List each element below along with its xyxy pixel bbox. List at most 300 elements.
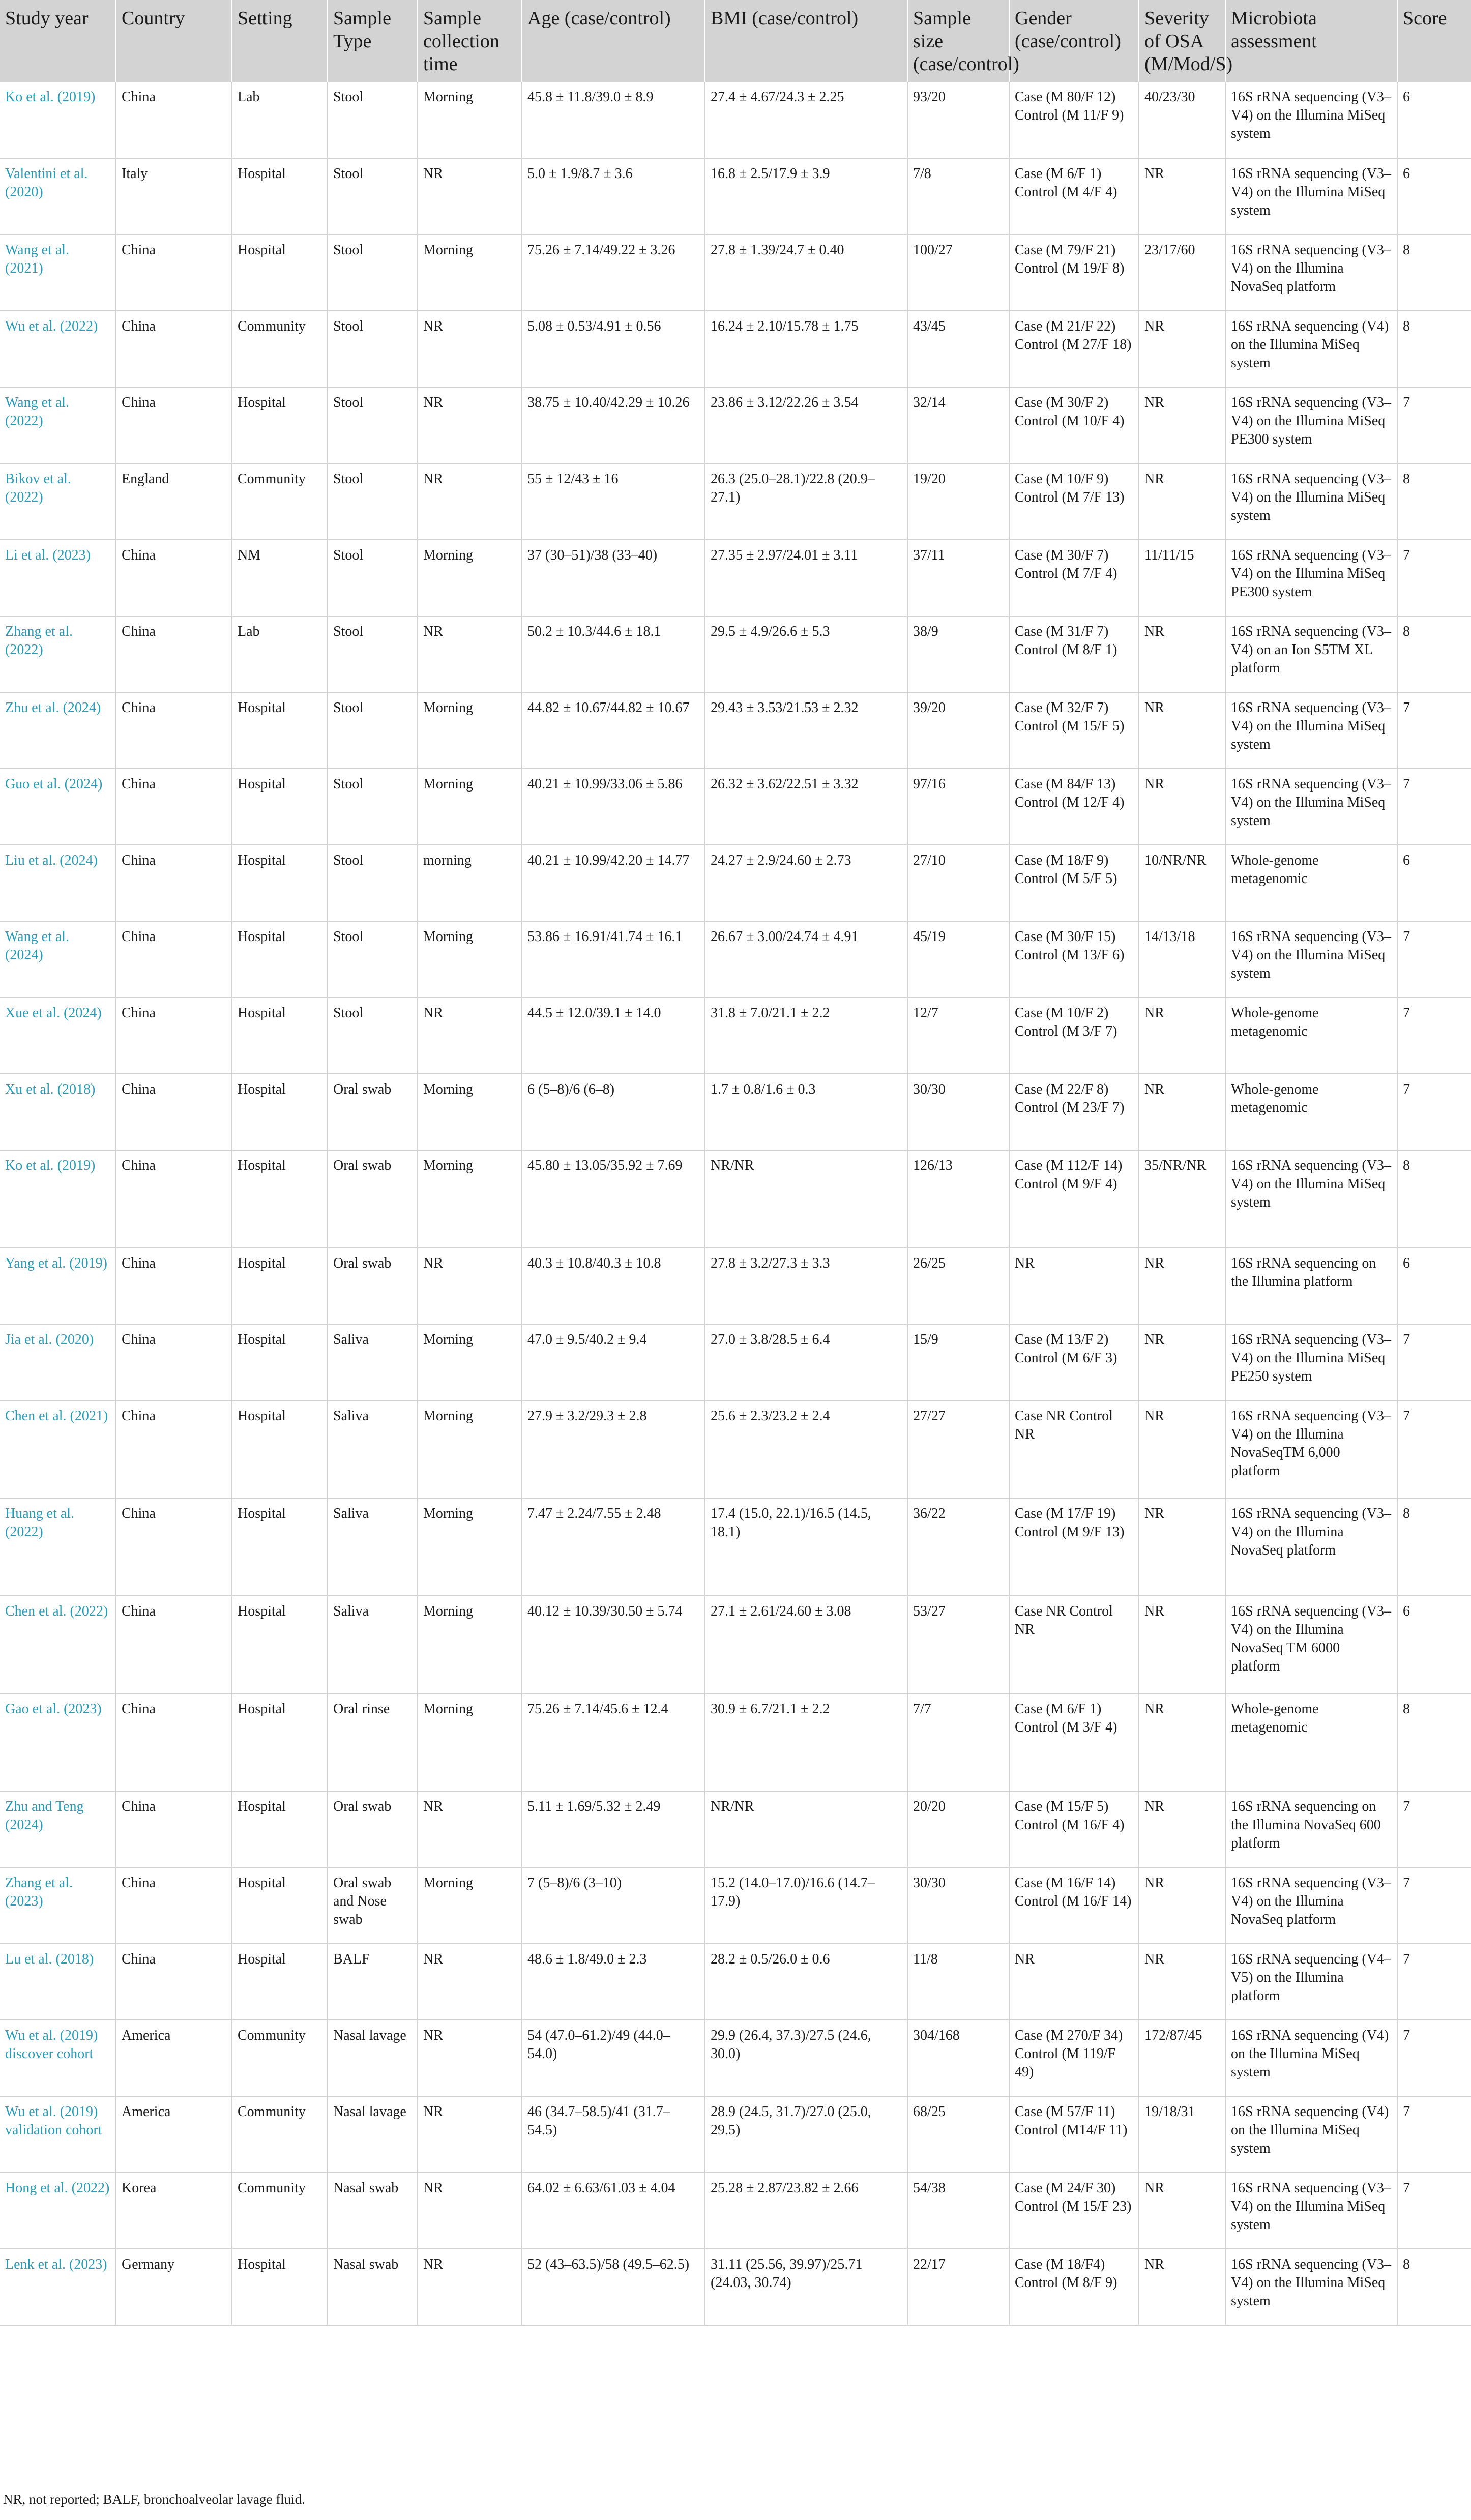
cell-bmi: 24.27 ± 2.9/24.60 ± 2.73 bbox=[705, 845, 907, 921]
cell-bmi: 23.86 ± 3.12/22.26 ± 3.54 bbox=[705, 387, 907, 463]
cell-sample-size: 68/25 bbox=[907, 2096, 1009, 2173]
cell-sample-type: Stool bbox=[328, 82, 418, 158]
cell-age: 7.47 ± 2.24/7.55 ± 2.48 bbox=[522, 1498, 705, 1596]
cell-country: China bbox=[116, 540, 232, 616]
cell-sample-collection-time: NR bbox=[418, 158, 522, 235]
cell-gender: Case (M 15/F 5) Control (M 16/F 4) bbox=[1009, 1791, 1139, 1867]
table-row bbox=[0, 769, 1471, 845]
table-row bbox=[0, 1248, 1471, 1324]
cell-sample-size: 93/20 bbox=[907, 82, 1009, 158]
cell-study-year[interactable]: Chen et al. (2022) bbox=[0, 1596, 116, 1693]
cell-sample-collection-time: NR bbox=[418, 1944, 522, 2020]
cell-severity: NR bbox=[1139, 769, 1225, 845]
cell-microbiota-assessment: 16S rRNA sequencing (V4) on the Illumina MiSeq system bbox=[1225, 2096, 1397, 2173]
cell-severity: 35/NR/NR bbox=[1139, 1150, 1225, 1248]
table-row bbox=[0, 998, 1471, 1074]
cell-microbiota-assessment: 16S rRNA sequencing on the Illumina NovaSeq 600 platform bbox=[1225, 1791, 1397, 1867]
cell-sample-size: 32/14 bbox=[907, 387, 1009, 463]
cell-sample-collection-time: Morning bbox=[418, 1074, 522, 1150]
cell-study-year[interactable]: Bikov et al. (2022) bbox=[0, 463, 116, 540]
cell-study-year[interactable]: Wang et al. (2021) bbox=[0, 235, 116, 311]
cell-age: 40.3 ± 10.8/40.3 ± 10.8 bbox=[522, 1248, 705, 1324]
cell-age: 37 (30–51)/38 (33–40) bbox=[522, 540, 705, 616]
cell-study-year[interactable]: Wu et al. (2019) validation cohort bbox=[0, 2096, 116, 2173]
cell-country: China bbox=[116, 1693, 232, 1791]
cell-setting: Hospital bbox=[232, 387, 328, 463]
cell-sample-collection-time: Morning bbox=[418, 1324, 522, 1400]
cell-score: 7 bbox=[1397, 1867, 1471, 1944]
cell-severity: NR bbox=[1139, 1248, 1225, 1324]
cell-setting: Hospital bbox=[232, 769, 328, 845]
cell-sample-size: 30/30 bbox=[907, 1867, 1009, 1944]
cell-sample-collection-time: NR bbox=[418, 463, 522, 540]
header-gender: Gender (case/control) bbox=[1009, 0, 1139, 82]
cell-country: China bbox=[116, 921, 232, 998]
cell-country: China bbox=[116, 1150, 232, 1248]
cell-country: Korea bbox=[116, 2173, 232, 2249]
cell-sample-size: 53/27 bbox=[907, 1596, 1009, 1693]
cell-sample-type: Stool bbox=[328, 387, 418, 463]
cell-setting: Hospital bbox=[232, 1498, 328, 1596]
cell-severity: 14/13/18 bbox=[1139, 921, 1225, 998]
cell-setting: Hospital bbox=[232, 998, 328, 1074]
cell-age: 75.26 ± 7.14/49.22 ± 3.26 bbox=[522, 235, 705, 311]
cell-setting: Hospital bbox=[232, 1693, 328, 1791]
cell-sample-collection-time: NR bbox=[418, 2096, 522, 2173]
cell-sample-type: Saliva bbox=[328, 1596, 418, 1693]
cell-severity: NR bbox=[1139, 1498, 1225, 1596]
cell-study-year[interactable]: Chen et al. (2021) bbox=[0, 1400, 116, 1498]
cell-severity: NR bbox=[1139, 1074, 1225, 1150]
cell-age: 45.8 ± 11.8/39.0 ± 8.9 bbox=[522, 82, 705, 158]
header-age: Age (case/control) bbox=[522, 0, 705, 82]
cell-microbiota-assessment: 16S rRNA sequencing (V3–V4) on the Illumina NovaSeq TM 6000 platform bbox=[1225, 1596, 1397, 1693]
cell-sample-collection-time: Morning bbox=[418, 692, 522, 769]
cell-setting: Hospital bbox=[232, 845, 328, 921]
cell-sample-type: Oral swab bbox=[328, 1074, 418, 1150]
cell-microbiota-assessment: 16S rRNA sequencing (V3–V4) on an Ion S5TM XL platform bbox=[1225, 616, 1397, 692]
cell-gender: Case NR Control NR bbox=[1009, 1400, 1139, 1498]
cell-country: China bbox=[116, 1498, 232, 1596]
cell-microbiota-assessment: 16S rRNA sequencing (V3–V4) on the Illumina MiSeq system bbox=[1225, 692, 1397, 769]
table-row bbox=[0, 1400, 1471, 1498]
cell-bmi: 29.43 ± 3.53/21.53 ± 2.32 bbox=[705, 692, 907, 769]
cell-bmi: 31.8 ± 7.0/21.1 ± 2.2 bbox=[705, 998, 907, 1074]
cell-study-year[interactable]: Wang et al. (2024) bbox=[0, 921, 116, 998]
cell-microbiota-assessment: 16S rRNA sequencing (V3–V4) on the Illumina MiSeq system bbox=[1225, 2249, 1397, 2325]
cell-country: China bbox=[116, 845, 232, 921]
cell-gender: Case (M 13/F 2) Control (M 6/F 3) bbox=[1009, 1324, 1139, 1400]
cell-study-year[interactable]: Lenk et al. (2023) bbox=[0, 2249, 116, 2325]
cell-sample-size: 97/16 bbox=[907, 769, 1009, 845]
cell-sample-type: Oral rinse bbox=[328, 1693, 418, 1791]
cell-bmi: 26.3 (25.0–28.1)/22.8 (20.9–27.1) bbox=[705, 463, 907, 540]
cell-setting: Community bbox=[232, 311, 328, 387]
cell-setting: Hospital bbox=[232, 158, 328, 235]
cell-age: 47.0 ± 9.5/40.2 ± 9.4 bbox=[522, 1324, 705, 1400]
cell-country: China bbox=[116, 769, 232, 845]
cell-microbiota-assessment: 16S rRNA sequencing on the Illumina platform bbox=[1225, 1248, 1397, 1324]
cell-sample-type: Stool bbox=[328, 463, 418, 540]
cell-country: China bbox=[116, 1248, 232, 1324]
cell-study-year[interactable]: Ko et al. (2019) bbox=[0, 1150, 116, 1248]
cell-study-year[interactable]: Wu et al. (2022) bbox=[0, 311, 116, 387]
cell-sample-collection-time: NR bbox=[418, 998, 522, 1074]
cell-setting: NM bbox=[232, 540, 328, 616]
cell-age: 54 (47.0–61.2)/49 (44.0–54.0) bbox=[522, 2020, 705, 2096]
cell-country: America bbox=[116, 2020, 232, 2096]
cell-sample-size: 304/168 bbox=[907, 2020, 1009, 2096]
cell-severity: NR bbox=[1139, 998, 1225, 1074]
cell-bmi: 17.4 (15.0, 22.1)/16.5 (14.5, 18.1) bbox=[705, 1498, 907, 1596]
cell-microbiota-assessment: 16S rRNA sequencing (V3–V4) on the Illumina MiSeq PE300 system bbox=[1225, 540, 1397, 616]
cell-study-year[interactable]: Wu et al. (2019) discover cohort bbox=[0, 2020, 116, 2096]
cell-study-year[interactable]: Ko et al. (2019) bbox=[0, 82, 116, 158]
cell-country: China bbox=[116, 311, 232, 387]
cell-sample-type: Saliva bbox=[328, 1498, 418, 1596]
cell-age: 6 (5–8)/6 (6–8) bbox=[522, 1074, 705, 1150]
cell-microbiota-assessment: 16S rRNA sequencing (V3–V4) on the Illumina MiSeq system bbox=[1225, 463, 1397, 540]
cell-score: 8 bbox=[1397, 1693, 1471, 1791]
cell-age: 44.5 ± 12.0/39.1 ± 14.0 bbox=[522, 998, 705, 1074]
cell-gender: Case (M 22/F 8) Control (M 23/F 7) bbox=[1009, 1074, 1139, 1150]
cell-age: 48.6 ± 1.8/49.0 ± 2.3 bbox=[522, 1944, 705, 2020]
cell-sample-size: 12/7 bbox=[907, 998, 1009, 1074]
cell-study-year[interactable]: Xue et al. (2024) bbox=[0, 998, 116, 1074]
cell-setting: Lab bbox=[232, 616, 328, 692]
table-row bbox=[0, 311, 1471, 387]
cell-country: China bbox=[116, 998, 232, 1074]
cell-severity: NR bbox=[1139, 616, 1225, 692]
cell-country: China bbox=[116, 616, 232, 692]
cell-gender: Case (M 112/F 14) Control (M 9/F 4) bbox=[1009, 1150, 1139, 1248]
cell-sample-size: 22/17 bbox=[907, 2249, 1009, 2325]
cell-score: 7 bbox=[1397, 692, 1471, 769]
cell-gender: Case (M 21/F 22) Control (M 27/F 18) bbox=[1009, 311, 1139, 387]
header-score: Score bbox=[1397, 0, 1471, 82]
cell-country: China bbox=[116, 82, 232, 158]
table-row bbox=[0, 2020, 1471, 2096]
table-body bbox=[0, 82, 1471, 2325]
cell-bmi: 27.8 ± 1.39/24.7 ± 0.40 bbox=[705, 235, 907, 311]
cell-country: China bbox=[116, 1944, 232, 2020]
cell-sample-size: 26/25 bbox=[907, 1248, 1009, 1324]
cell-sample-type: Oral swab bbox=[328, 1248, 418, 1324]
cell-gender: Case (M 30/F 15) Control (M 13/F 6) bbox=[1009, 921, 1139, 998]
cell-study-year[interactable]: Liu et al. (2024) bbox=[0, 845, 116, 921]
cell-study-year[interactable]: Jia et al. (2020) bbox=[0, 1324, 116, 1400]
cell-score: 6 bbox=[1397, 158, 1471, 235]
cell-study-year[interactable]: Zhang et al. (2022) bbox=[0, 616, 116, 692]
cell-score: 7 bbox=[1397, 1074, 1471, 1150]
table-row bbox=[0, 616, 1471, 692]
cell-sample-size: 19/20 bbox=[907, 463, 1009, 540]
cell-sample-collection-time: NR bbox=[418, 2173, 522, 2249]
cell-microbiota-assessment: 16S rRNA sequencing (V3–V4) on the Illumina NovaSeq platform bbox=[1225, 1867, 1397, 1944]
cell-country: China bbox=[116, 1324, 232, 1400]
cell-country: Germany bbox=[116, 2249, 232, 2325]
cell-age: 75.26 ± 7.14/45.6 ± 12.4 bbox=[522, 1693, 705, 1791]
cell-age: 27.9 ± 3.2/29.3 ± 2.8 bbox=[522, 1400, 705, 1498]
cell-study-year[interactable]: Zhang et al. (2023) bbox=[0, 1867, 116, 1944]
cell-bmi: 1.7 ± 0.8/1.6 ± 0.3 bbox=[705, 1074, 907, 1150]
cell-bmi: 26.67 ± 3.00/24.74 ± 4.91 bbox=[705, 921, 907, 998]
cell-age: 7 (5–8)/6 (3–10) bbox=[522, 1867, 705, 1944]
cell-sample-type: Oral swab and Nose swab bbox=[328, 1867, 418, 1944]
cell-study-year[interactable]: Hong et al. (2022) bbox=[0, 2173, 116, 2249]
cell-setting: Hospital bbox=[232, 1400, 328, 1498]
cell-sample-type: Nasal swab bbox=[328, 2173, 418, 2249]
cell-sample-collection-time: Morning bbox=[418, 1693, 522, 1791]
cell-bmi: 27.1 ± 2.61/24.60 ± 3.08 bbox=[705, 1596, 907, 1693]
table-row bbox=[0, 1944, 1471, 2020]
cell-bmi: 31.11 (25.56, 39.97)/25.71 (24.03, 30.74) bbox=[705, 2249, 907, 2325]
cell-setting: Hospital bbox=[232, 1324, 328, 1400]
cell-severity: 11/11/15 bbox=[1139, 540, 1225, 616]
cell-study-year[interactable]: Zhu and Teng (2024) bbox=[0, 1791, 116, 1867]
cell-age: 5.11 ± 1.69/5.32 ± 2.49 bbox=[522, 1791, 705, 1867]
cell-severity: NR bbox=[1139, 1867, 1225, 1944]
cell-sample-collection-time: Morning bbox=[418, 1867, 522, 1944]
cell-score: 8 bbox=[1397, 2249, 1471, 2325]
table-row bbox=[0, 692, 1471, 769]
table-row bbox=[0, 1498, 1471, 1596]
cell-age: 38.75 ± 10.40/42.29 ± 10.26 bbox=[522, 387, 705, 463]
table-row bbox=[0, 1150, 1471, 1248]
table-row bbox=[0, 845, 1471, 921]
cell-country: China bbox=[116, 1074, 232, 1150]
cell-bmi: 28.2 ± 0.5/26.0 ± 0.6 bbox=[705, 1944, 907, 2020]
cell-microbiota-assessment: Whole-genome metagenomic bbox=[1225, 845, 1397, 921]
cell-study-year[interactable]: Li et al. (2023) bbox=[0, 540, 116, 616]
cell-microbiota-assessment: 16S rRNA sequencing (V3–V4) on the Illumina NovaSeqTM 6,000 platform bbox=[1225, 1400, 1397, 1498]
cell-study-year[interactable]: Gao et al. (2023) bbox=[0, 1693, 116, 1791]
cell-setting: Community bbox=[232, 2096, 328, 2173]
cell-age: 53.86 ± 16.91/41.74 ± 16.1 bbox=[522, 921, 705, 998]
cell-sample-collection-time: Morning bbox=[418, 235, 522, 311]
cell-sample-type: Stool bbox=[328, 921, 418, 998]
cell-bmi: 15.2 (14.0–17.0)/16.6 (14.7–17.9) bbox=[705, 1867, 907, 1944]
cell-study-year[interactable]: Huang et al. (2022) bbox=[0, 1498, 116, 1596]
header-country: Country bbox=[116, 0, 232, 82]
cell-setting: Community bbox=[232, 2173, 328, 2249]
cell-severity: NR bbox=[1139, 2249, 1225, 2325]
cell-sample-size: 11/8 bbox=[907, 1944, 1009, 2020]
cell-sample-type: Saliva bbox=[328, 1400, 418, 1498]
cell-sample-collection-time: NR bbox=[418, 2249, 522, 2325]
cell-score: 8 bbox=[1397, 1498, 1471, 1596]
cell-setting: Community bbox=[232, 463, 328, 540]
cell-score: 7 bbox=[1397, 1791, 1471, 1867]
cell-score: 6 bbox=[1397, 845, 1471, 921]
cell-severity: NR bbox=[1139, 1944, 1225, 2020]
cell-sample-collection-time: Morning bbox=[418, 1400, 522, 1498]
cell-severity: 19/18/31 bbox=[1139, 2096, 1225, 2173]
cell-bmi: 26.32 ± 3.62/22.51 ± 3.32 bbox=[705, 769, 907, 845]
cell-gender: Case (M 6/F 1) Control (M 4/F 4) bbox=[1009, 158, 1139, 235]
cell-gender: Case (M 18/F4) Control (M 8/F 9) bbox=[1009, 2249, 1139, 2325]
cell-microbiota-assessment: 16S rRNA sequencing (V3–V4) on the Illumina NovaSeq platform bbox=[1225, 235, 1397, 311]
cell-gender: Case (M 10/F 9) Control (M 7/F 13) bbox=[1009, 463, 1139, 540]
cell-score: 6 bbox=[1397, 1248, 1471, 1324]
cell-severity: 23/17/60 bbox=[1139, 235, 1225, 311]
cell-gender: Case (M 10/F 2) Control (M 3/F 7) bbox=[1009, 998, 1139, 1074]
cell-severity: NR bbox=[1139, 1400, 1225, 1498]
table-footnote: NR, not reported; BALF, bronchoalveolar lavage fluid. bbox=[3, 2492, 305, 2507]
header-sample-type: Sample Type bbox=[328, 0, 418, 82]
cell-score: 8 bbox=[1397, 616, 1471, 692]
cell-sample-collection-time: Morning bbox=[418, 921, 522, 998]
cell-study-year[interactable]: Valentini et al. (2020) bbox=[0, 158, 116, 235]
cell-microbiota-assessment: Whole-genome metagenomic bbox=[1225, 998, 1397, 1074]
cell-country: China bbox=[116, 692, 232, 769]
cell-sample-type: Stool bbox=[328, 235, 418, 311]
cell-setting: Hospital bbox=[232, 1248, 328, 1324]
cell-gender: Case (M 84/F 13) Control (M 12/F 4) bbox=[1009, 769, 1139, 845]
cell-microbiota-assessment: 16S rRNA sequencing (V3–V4) on the Illumina MiSeq PE300 system bbox=[1225, 387, 1397, 463]
cell-severity: NR bbox=[1139, 158, 1225, 235]
cell-microbiota-assessment: 16S rRNA sequencing (V3–V4) on the Illumina MiSeq system bbox=[1225, 769, 1397, 845]
cell-gender: NR bbox=[1009, 1248, 1139, 1324]
cell-sample-collection-time: NR bbox=[418, 1248, 522, 1324]
cell-gender: Case (M 31/F 7) Control (M 8/F 1) bbox=[1009, 616, 1139, 692]
cell-sample-size: 126/13 bbox=[907, 1150, 1009, 1248]
cell-age: 44.82 ± 10.67/44.82 ± 10.67 bbox=[522, 692, 705, 769]
cell-sample-size: 15/9 bbox=[907, 1324, 1009, 1400]
cell-sample-type: Nasal lavage bbox=[328, 2020, 418, 2096]
table-row bbox=[0, 1693, 1471, 1791]
cell-gender: Case (M 18/F 9) Control (M 5/F 5) bbox=[1009, 845, 1139, 921]
cell-setting: Hospital bbox=[232, 1074, 328, 1150]
cell-sample-size: 39/20 bbox=[907, 692, 1009, 769]
cell-score: 7 bbox=[1397, 1324, 1471, 1400]
cell-severity: NR bbox=[1139, 387, 1225, 463]
table-row bbox=[0, 540, 1471, 616]
table-row bbox=[0, 1074, 1471, 1150]
cell-bmi: 27.35 ± 2.97/24.01 ± 3.11 bbox=[705, 540, 907, 616]
cell-sample-size: 43/45 bbox=[907, 311, 1009, 387]
cell-sample-collection-time: Morning bbox=[418, 82, 522, 158]
cell-setting: Hospital bbox=[232, 1944, 328, 2020]
cell-sample-collection-time: Morning bbox=[418, 1498, 522, 1596]
cell-sample-type: Nasal swab bbox=[328, 2249, 418, 2325]
cell-gender: Case (M 32/F 7) Control (M 15/F 5) bbox=[1009, 692, 1139, 769]
cell-age: 40.12 ± 10.39/30.50 ± 5.74 bbox=[522, 1596, 705, 1693]
cell-setting: Hospital bbox=[232, 1150, 328, 1248]
cell-age: 55 ± 12/43 ± 16 bbox=[522, 463, 705, 540]
cell-score: 7 bbox=[1397, 2020, 1471, 2096]
table-row bbox=[0, 1791, 1471, 1867]
cell-severity: 40/23/30 bbox=[1139, 82, 1225, 158]
cell-gender: Case NR Control NR bbox=[1009, 1596, 1139, 1693]
cell-gender: Case (M 16/F 14) Control (M 16/F 14) bbox=[1009, 1867, 1139, 1944]
cell-microbiota-assessment: 16S rRNA sequencing (V3–V4) on the Illumina NovaSeq platform bbox=[1225, 1498, 1397, 1596]
cell-score: 7 bbox=[1397, 921, 1471, 998]
cell-sample-size: 38/9 bbox=[907, 616, 1009, 692]
cell-severity: NR bbox=[1139, 1324, 1225, 1400]
cell-microbiota-assessment: 16S rRNA sequencing (V4) on the Illumina MiSeq system bbox=[1225, 2020, 1397, 2096]
cell-sample-size: 27/27 bbox=[907, 1400, 1009, 1498]
cell-setting: Hospital bbox=[232, 1791, 328, 1867]
cell-country: China bbox=[116, 387, 232, 463]
cell-setting: Hospital bbox=[232, 692, 328, 769]
cell-gender: Case (M 80/F 12) Control (M 11/F 9) bbox=[1009, 82, 1139, 158]
cell-setting: Community bbox=[232, 2020, 328, 2096]
cell-microbiota-assessment: 16S rRNA sequencing (V3–V4) on the Illumina MiSeq PE250 system bbox=[1225, 1324, 1397, 1400]
cell-study-year[interactable]: Guo et al. (2024) bbox=[0, 769, 116, 845]
cell-score: 7 bbox=[1397, 2173, 1471, 2249]
cell-sample-collection-time: NR bbox=[418, 1791, 522, 1867]
cell-score: 7 bbox=[1397, 2096, 1471, 2173]
cell-gender: Case (M 6/F 1) Control (M 3/F 4) bbox=[1009, 1693, 1139, 1791]
cell-bmi: 28.9 (24.5, 31.7)/27.0 (25.0, 29.5) bbox=[705, 2096, 907, 2173]
cell-study-year[interactable]: Yang et al. (2019) bbox=[0, 1248, 116, 1324]
cell-sample-type: Stool bbox=[328, 692, 418, 769]
header-sample-collection-time: Sample collection time bbox=[418, 0, 522, 82]
cell-study-year[interactable]: Xu et al. (2018) bbox=[0, 1074, 116, 1150]
table-row bbox=[0, 387, 1471, 463]
table-row bbox=[0, 1596, 1471, 1693]
cell-gender: Case (M 79/F 21) Control (M 19/F 8) bbox=[1009, 235, 1139, 311]
cell-age: 50.2 ± 10.3/44.6 ± 18.1 bbox=[522, 616, 705, 692]
header-study-year: Study year bbox=[0, 0, 116, 82]
cell-age: 5.0 ± 1.9/8.7 ± 3.6 bbox=[522, 158, 705, 235]
cell-study-year[interactable]: Zhu et al. (2024) bbox=[0, 692, 116, 769]
cell-sample-collection-time: NR bbox=[418, 387, 522, 463]
cell-sample-collection-time: Morning bbox=[418, 540, 522, 616]
cell-setting: Hospital bbox=[232, 1867, 328, 1944]
cell-sample-type: Saliva bbox=[328, 1324, 418, 1400]
header-setting: Setting bbox=[232, 0, 328, 82]
cell-sample-size: 30/30 bbox=[907, 1074, 1009, 1150]
cell-gender: Case (M 270/F 34) Control (M 119/F 49) bbox=[1009, 2020, 1139, 2096]
cell-severity: NR bbox=[1139, 2173, 1225, 2249]
cell-country: China bbox=[116, 1867, 232, 1944]
cell-country: China bbox=[116, 1596, 232, 1693]
cell-country: China bbox=[116, 1791, 232, 1867]
cell-severity: NR bbox=[1139, 311, 1225, 387]
cell-sample-type: Oral swab bbox=[328, 1150, 418, 1248]
cell-sample-type: Stool bbox=[328, 311, 418, 387]
cell-study-year[interactable]: Wang et al. (2022) bbox=[0, 387, 116, 463]
cell-microbiota-assessment: 16S rRNA sequencing (V4) on the Illumina MiSeq system bbox=[1225, 311, 1397, 387]
header-microbiota-assessment: Microbiota assessment bbox=[1225, 0, 1397, 82]
cell-age: 45.80 ± 13.05/35.92 ± 7.69 bbox=[522, 1150, 705, 1248]
cell-score: 7 bbox=[1397, 540, 1471, 616]
cell-severity: NR bbox=[1139, 1596, 1225, 1693]
cell-study-year[interactable]: Lu et al. (2018) bbox=[0, 1944, 116, 2020]
cell-sample-collection-time: Morning bbox=[418, 769, 522, 845]
cell-bmi: 29.9 (26.4, 37.3)/27.5 (24.6, 30.0) bbox=[705, 2020, 907, 2096]
cell-sample-collection-time: NR bbox=[418, 616, 522, 692]
cell-score: 6 bbox=[1397, 1596, 1471, 1693]
cell-sample-size: 37/11 bbox=[907, 540, 1009, 616]
cell-sample-collection-time: NR bbox=[418, 2020, 522, 2096]
cell-bmi: NR/NR bbox=[705, 1150, 907, 1248]
cell-bmi: 27.8 ± 3.2/27.3 ± 3.3 bbox=[705, 1248, 907, 1324]
header-severity: Severity of OSA (M/Mod/S) bbox=[1139, 0, 1225, 82]
cell-gender: NR bbox=[1009, 1944, 1139, 2020]
cell-gender: Case (M 57/F 11) Control (M14/F 11) bbox=[1009, 2096, 1139, 2173]
cell-gender: Case (M 30/F 2) Control (M 10/F 4) bbox=[1009, 387, 1139, 463]
cell-age: 64.02 ± 6.63/61.03 ± 4.04 bbox=[522, 2173, 705, 2249]
cell-bmi: 27.4 ± 4.67/24.3 ± 2.25 bbox=[705, 82, 907, 158]
cell-sample-type: Oral swab bbox=[328, 1791, 418, 1867]
cell-microbiota-assessment: 16S rRNA sequencing (V3–V4) on the Illumina MiSeq system bbox=[1225, 158, 1397, 235]
cell-microbiota-assessment: Whole-genome metagenomic bbox=[1225, 1693, 1397, 1791]
cell-severity: NR bbox=[1139, 692, 1225, 769]
cell-sample-type: Stool bbox=[328, 616, 418, 692]
